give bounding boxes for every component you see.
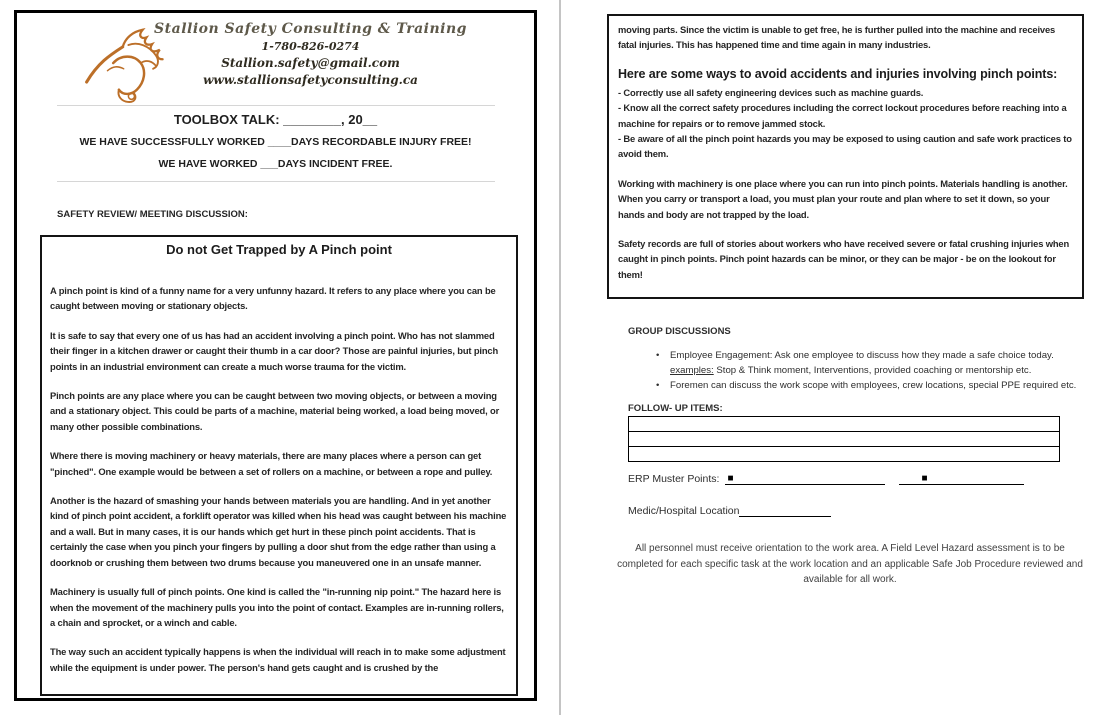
- article-paragraph: Pinch points are any place where you can be caught between two moving objects, or between a moving and a stationary object. This could be parts of a machine, material being worked, a load being moved, or many other possible combinations.: [50, 390, 500, 432]
- muster-point-marker-icon: ■: [921, 473, 928, 484]
- examples-text: Stop & Think moment, Interventions, provided coaching or mentorship etc.: [713, 365, 1032, 376]
- medic-location-row: [628, 503, 831, 517]
- muster-point-marker-icon: ■: [727, 473, 734, 484]
- follow-up-items-label: FOLLOW- UP ITEMS:: [628, 403, 723, 414]
- incident-free-line: WE HAVE WORKED ___DAYS INCIDENT FREE.: [158, 158, 393, 170]
- article-paragraph: Another is the hazard of smashing your hands between materials you are handling. And in yet another kind of pinch point accident, a forklift operator was killed when his head was caught between his machine and a wall. But in many cases, it is our hands which get hurt in these pinch point accidents. That is certainly the case when you pinch your fingers by pulling a door shut from the edge rather than using a doorknob or crushing them between two drums because you maneuvered one in an unsafe manner.: [50, 495, 507, 568]
- bullet-text: Foremen can discuss the work scope with employees, crew locations, special PPE required etc.: [670, 380, 1077, 391]
- group-discussions-list: [648, 348, 1078, 393]
- injury-free-line: WE HAVE SUCCESSFULLY WORKED ____DAYS RECORDABLE INJURY FREE!: [79, 136, 472, 148]
- article-paragraph: Where there is moving machinery or heavy materials, there are many places where a person can get "pinched". One example would be between a set of rollers on a machine, or between a rope and pulley.: [50, 450, 493, 477]
- follow-up-row[interactable]: [628, 446, 1060, 462]
- company-email: Stallion.safety@gmail.com: [221, 56, 400, 70]
- article-paragraph: A pinch point is kind of a funny name for a very unfunny hazard. It refers to any place where you can be caught between moving or stationary objects.: [50, 285, 496, 312]
- tip-item: - Know all the correct safety procedures including the correct lockout procedures before reaching into a machine for repairs or to remove jammed stock.: [618, 102, 1067, 129]
- continuation-paragraph: moving parts. Since the victim is unable to get free, he is further pulled into the machine and receives fatal injuries. This has happened time and time again in many industries.: [618, 24, 1056, 51]
- company-header: [127, 21, 494, 87]
- follow-up-row[interactable]: [628, 431, 1060, 447]
- continuation-paragraph: Working with machinery is one place where you can run into pinch points. Materials handling is another. When you carry or transport a load, you must plan your route and plan where to set it down, so your hands and body are not trapped by the load.: [618, 177, 1068, 220]
- erp-muster-points-row: [628, 471, 1024, 485]
- examples-label: examples:: [670, 365, 714, 376]
- page-divider: [559, 0, 561, 715]
- header-divider-top: [57, 105, 495, 106]
- article-paragraph: Machinery is usually full of pinch points. One kind is called the "in-running nip point." The hazard here is when the movement of the machinery pulls you into the point of contact. Examples are in-running rollers, a chain and sprocket, or a winch and cable.: [50, 586, 504, 628]
- article-paragraph: It is safe to say that every one of us has had an accident involving a pinch point. Who has not slammed their finger in a kitchen drawer or caught their thumb in a car door? Those are painful injuries, but pinch points in an industrial environment can create a much worse trauma for the victim.: [50, 329, 499, 372]
- continuation-box: [607, 14, 1084, 299]
- article-title: Do not Get Trapped by A Pinch point: [166, 242, 392, 257]
- page-left: [14, 10, 537, 701]
- header-divider-bottom: [57, 181, 495, 182]
- fill-in-blank[interactable]: [725, 471, 885, 485]
- company-phone: 1-780-826-0274: [261, 40, 360, 53]
- bullet-dot-icon: •: [656, 350, 660, 361]
- bullet-text: Employee Engagement: Ask one employee to discuss how they made a safe choice today.: [670, 350, 1054, 361]
- tip-item: - Be aware of all the pinch point hazards you may be exposed to using caution and safe work practices to avoid them.: [618, 133, 1072, 160]
- group-discussions-label: GROUP DISCUSSIONS: [628, 326, 731, 337]
- tip-item: - Correctly use all safety engineering devices such as machine guards.: [618, 86, 924, 98]
- company-name: Stallion Safety Consulting & Training: [154, 21, 467, 37]
- fill-in-blank[interactable]: [739, 503, 831, 517]
- fill-in-blank[interactable]: [899, 471, 1024, 485]
- toolbox-talk-title: TOOLBOX TALK: ________, 20__: [173, 112, 378, 127]
- article-box: [40, 235, 518, 696]
- list-item: [648, 348, 1078, 363]
- tips-heading: Here are some ways to avoid accidents and injuries involving pinch points:: [618, 66, 1058, 81]
- company-website: www.stallionsafetyconsulting.ca: [203, 73, 418, 87]
- follow-up-table: [628, 417, 1060, 462]
- medic-location-label: Medic/Hospital Location: [628, 505, 740, 517]
- footer-note: All personnel must receive orientation to the work area. A Field Level Hazard assessment is to be completed for each specific task at the work location and an applicable Safe Job Procedure reviewed and available for all work.: [617, 543, 1083, 585]
- safety-review-label: SAFETY REVIEW/ MEETING DISCUSSION:: [57, 209, 248, 220]
- erp-muster-points-label: ERP Muster Points:: [628, 473, 720, 485]
- list-item: [648, 378, 1078, 393]
- article-paragraph: The way such an accident typically happens is when the individual will reach in to make some adjustment while the equipment is under power. The person's hand gets caught and is crushed by the: [50, 646, 506, 673]
- continuation-paragraph: Safety records are full of stories about workers who have received severe or fatal crushing injuries when caught in pinch points. Pinch point hazards can be minor, or they can be major - be on the lookout for them!: [618, 238, 1070, 280]
- list-item-continuation: [648, 363, 1078, 378]
- bullet-dot-icon: •: [656, 380, 660, 391]
- follow-up-row[interactable]: [628, 416, 1060, 432]
